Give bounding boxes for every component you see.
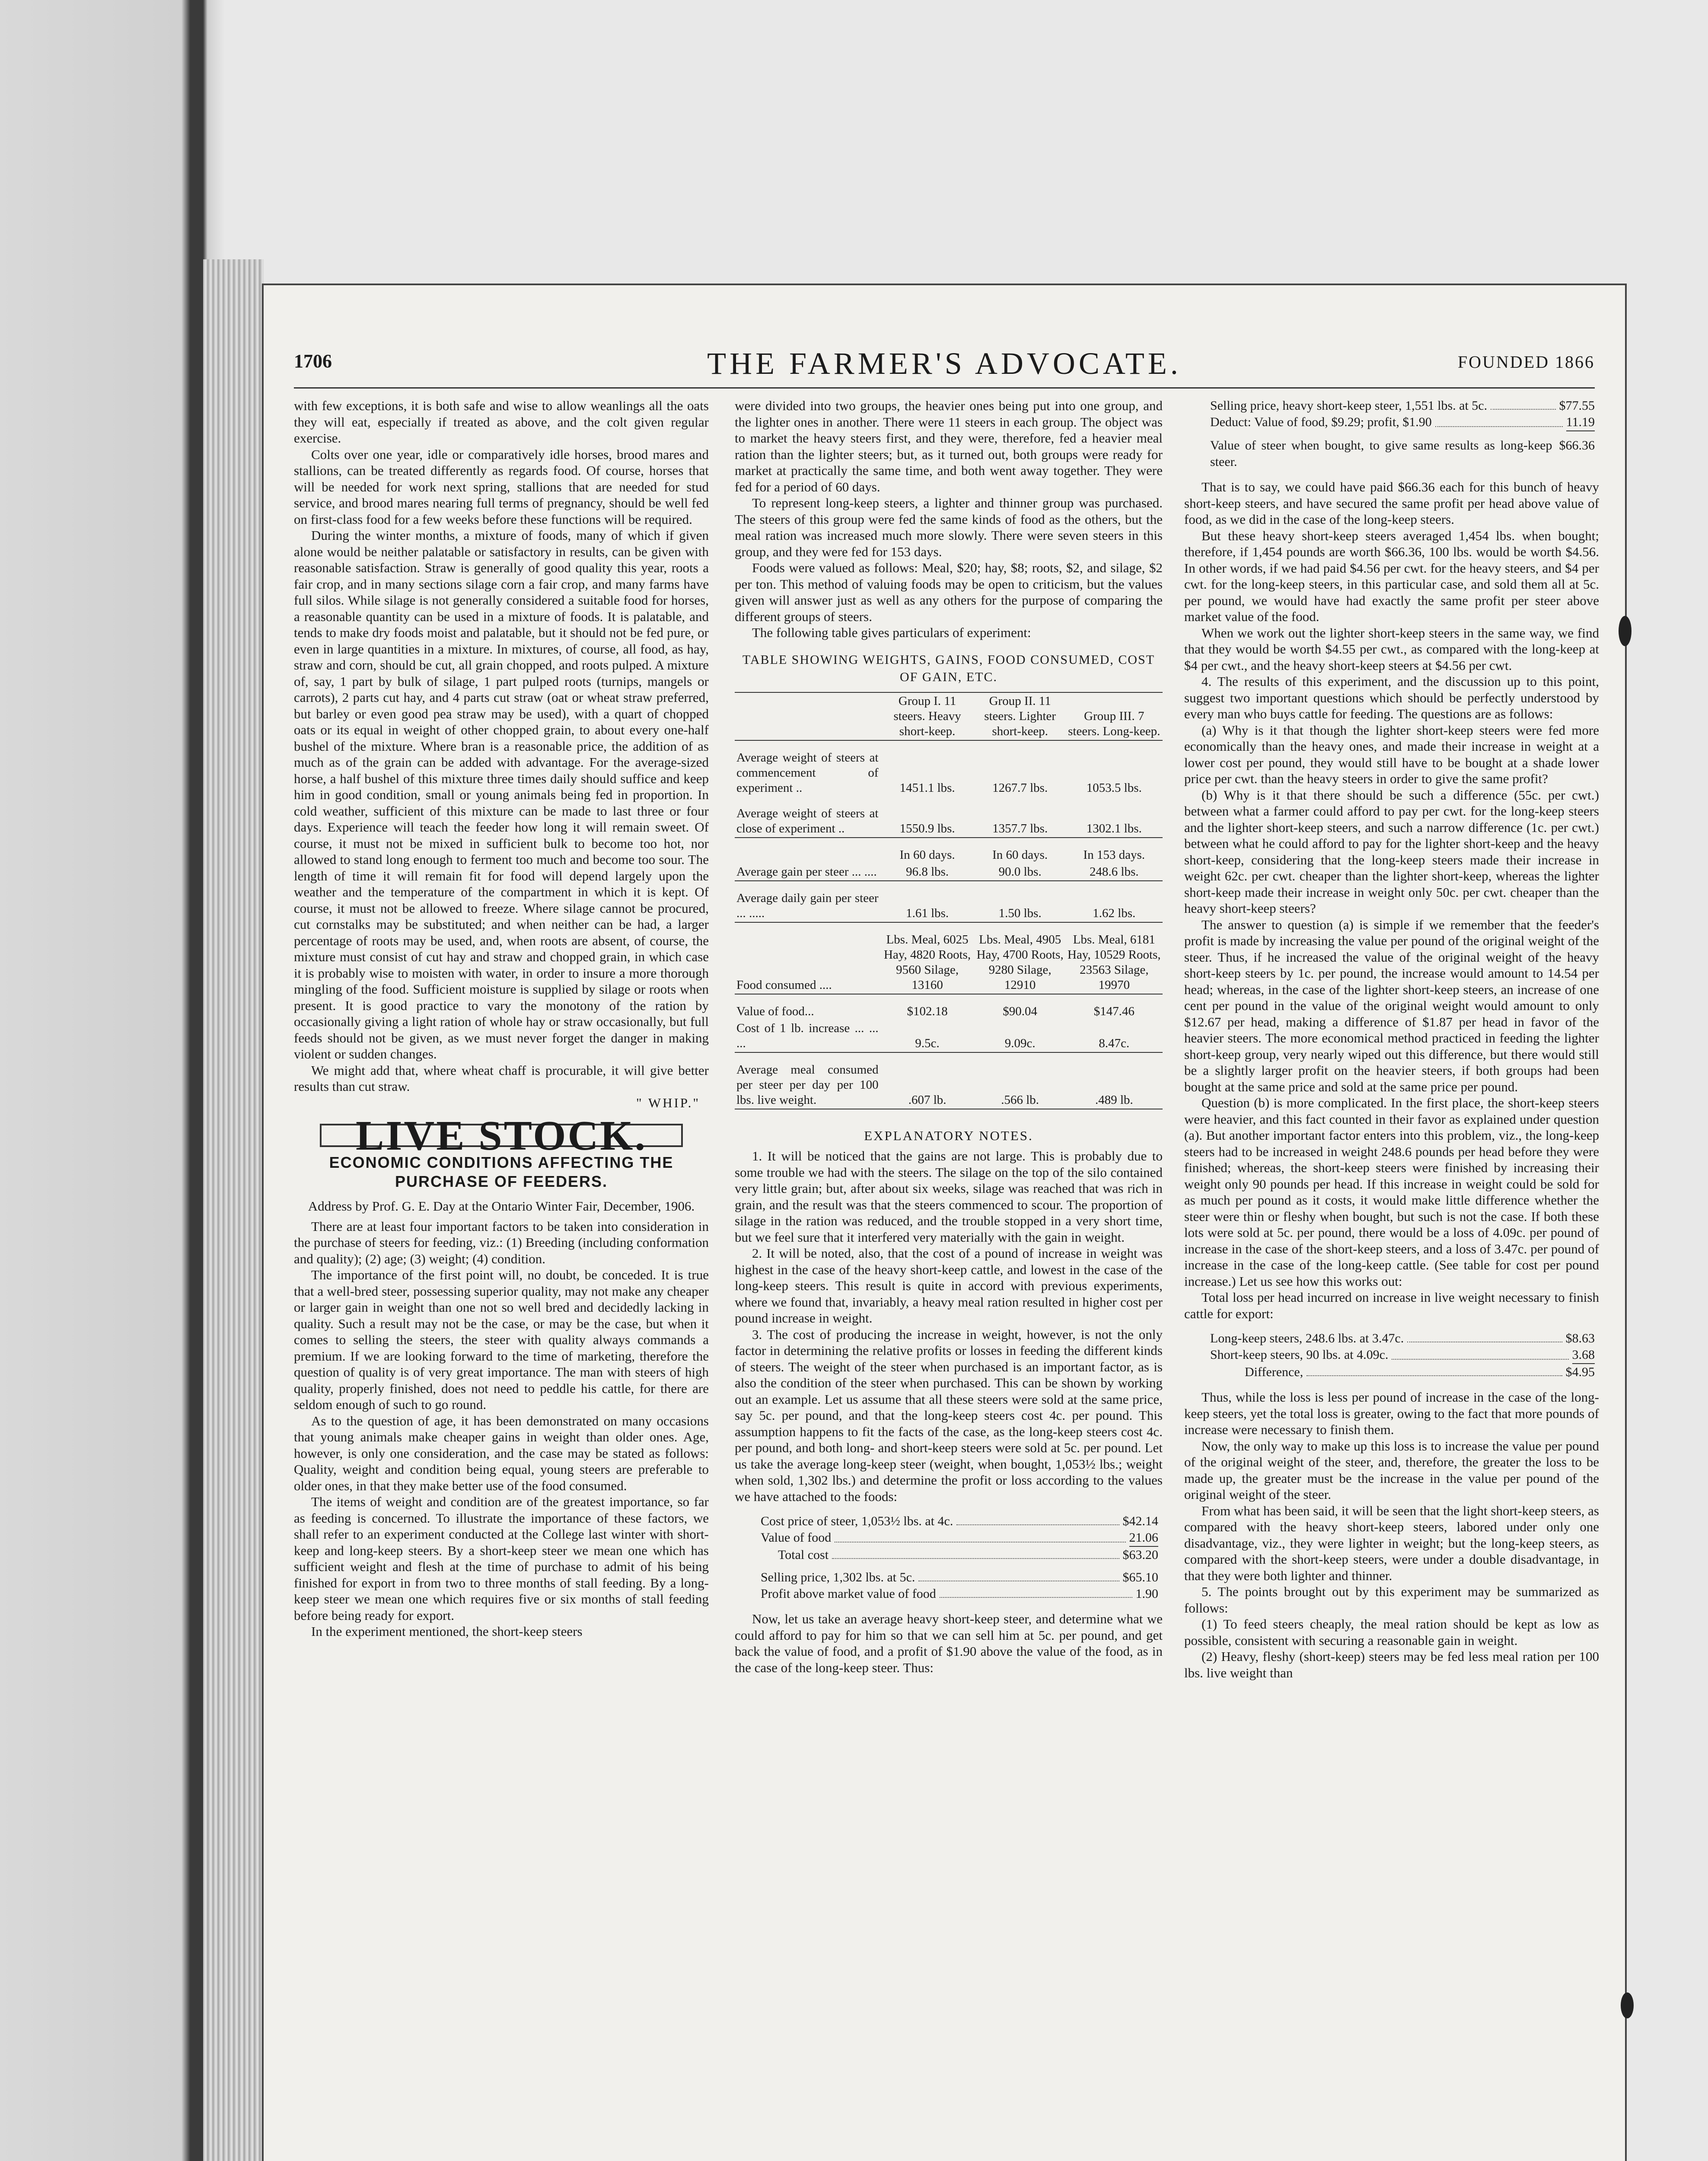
calc-label: Selling price, 1,302 lbs. at 5c. <box>761 1570 915 1584</box>
calc-label: Deduct: Value of food, $9.29; profit, $1.90 <box>1210 415 1432 429</box>
row-label: Value of food... <box>735 994 880 1020</box>
paragraph: The answer to question (a) is simple if we remember that the feeder's profit is made by increasing the value per pound of the original weight of the steer. Thus, if he increased the value of the original weight of the heavy short-keep steers by 1c. per pound, the increase would amount to 14.54 per head; whereas, in the case of the lighter short-keep steers, an increase of one cent per pound in the value of the original weight would amount to only $12.67 per head, making a difference of $1.87 per head in favor of the heavier steers. The more economical method practiced in feeding the lighter short-keep group, very nearly wiped out this difference, but there would still be a slightly larger profit on the heavier steers, if both groups had been bought at the same price and sold at the same price per pound. <box>1184 917 1599 1094</box>
paragraph: Foods were valued as follows: Meal, $20; hay, $8; roots, $2, and silage, $2 per ton. This method of valuing foods may be open to criticism, but the values given will answer just as well as any others for the purpose of comparing the different groups of steers. <box>735 560 1163 624</box>
table-cell: 1.61 lbs. <box>880 881 975 922</box>
paragraph: were divided into two groups, the heavier ones being put into one group, and the lighter ones in another. There were 11 steers in each group. The object was to market the heavy steers first, and they were, therefore, fed a heavier meal ration than the lighter steers; but, as it turned out, both groups were ready for market at practically the same time, and both went away together. They were fed for a period of 60 days. <box>735 398 1163 494</box>
row-label: Cost of 1 lb. increase ... ... ... <box>736 1021 879 1050</box>
article-byline: Address by Prof. G. E. Day at the Ontario Winter Fair, December, 1906. <box>308 1198 695 1214</box>
calc-value: 21.06 <box>1129 1530 1159 1547</box>
table-cell: 9.5c. <box>915 1036 940 1050</box>
founded-label: FOUNDED 1866 <box>1457 352 1595 372</box>
paragraph: Question (b) is more complicated. In the first place, the short-keep steers were heavier, and this fact counted in their favor as explained under question (a). But another important factor enters into this problem, viz., the long-keep steers had to be increased in weight 248.6 pounds per head before they were finished; whereas, the short-keep steers were finished by increasing their weight only 90 pounds per head. If this increase in weight could be sold for as much per pound as it costs, it would make little difference whether the steer were thin or fleshy when bought, but such is not the case. If both these lots were sold at 5c. per pound, there would be a loss of 4.09c. per pound of increase in the case of the short-keep steers, and a loss of 3.47c. per pound of increase in the case of the long-keep cattle. (See table for cost per pound increase.) Let us see how this works out: <box>1184 1095 1599 1289</box>
paragraph: Colts over one year, idle or comparatively idle horses, brood mares and stallions, can be treated differently as regards food. Of course, horses that will be needed for work next spring, stallions that are needed for stud service, and brood mares nearing full terms of pregnancy, should be well fed on first-class food for a few weeks before these functions will be required. <box>294 446 709 527</box>
table-row <box>735 881 1163 922</box>
loss-calculation <box>1210 1330 1595 1380</box>
group-3-header: Group III. 7 steers. Long-keep. <box>1066 692 1163 740</box>
paragraph: Total loss per head incurred on increase in live weight necessary to finish cattle for export: <box>1184 1290 1599 1321</box>
paragraph: (a) Why is it that though the lighter short-keep steers were fed more economically than the heavy ones, and made their increase in weight at a lower cost per pound, they would still have to be bought at a shade lower price per cwt. than the heavy steers in order to give the same profit? <box>1184 722 1599 786</box>
paragraph: 5. The points brought out by this experiment may be summarized as follows: <box>1184 1584 1599 1616</box>
group-1-header: Group I. 11 steers. Heavy short-keep. <box>880 692 975 740</box>
paragraph: Now, let us take an average heavy short-keep steer, and determine what we could afford to pay for him so that we can sell him at 5c. per pound, and get back the value of food, and a profit of $1.90 above the value of the food, as in the case of the long-keep steer. Thus: <box>735 1611 1163 1675</box>
article-title: ECONOMIC CONDITIONS AFFECTING THE PURCHASE OF FEEDERS. <box>329 1153 674 1190</box>
newspaper-page <box>264 285 1625 2161</box>
section-heading: LIVE STOCK. <box>320 1124 683 1147</box>
column-1 <box>294 398 709 1640</box>
calc-value: 11.19 <box>1566 414 1595 431</box>
table-cell: 1302.1 lbs. <box>1086 821 1142 835</box>
paragraph: But these heavy short-keep steers averaged 1,454 lbs. when bought; therefore, if 1,454 pounds are worth $66.36, 100 lbs. would be worth $4.56. In other words, if we had paid $4.56 per cwt. for the heavy steers, and $4 per cwt. for the long-keep steers, in this particular case, and sold them all at 5c. per pound, we would have had exactly the same profit per steer above market value of the food. <box>1184 528 1599 624</box>
row-label: Average weight of steers at commencement of experiment .. <box>735 740 880 797</box>
column-2 <box>735 398 1163 1676</box>
calc-value: $42.14 <box>1122 1514 1158 1528</box>
steer-value-calculation <box>1210 398 1595 470</box>
table-cell: 96.8 lbs. <box>906 864 949 879</box>
calc-value: $66.36 <box>1559 438 1595 453</box>
ink-blot <box>1621 1992 1634 2018</box>
table-row <box>735 838 1163 864</box>
row-label: Average meal consumed per steer per day per 100 lbs. live weight. <box>735 1052 880 1109</box>
table-row <box>735 864 1163 881</box>
row-label: Average daily gain per steer ... ..... <box>735 881 880 922</box>
calc-label: Selling price, heavy short-keep steer, 1,551 lbs. at 5c. <box>1210 398 1488 413</box>
table-end-rule <box>735 1109 1163 1111</box>
experiment-table <box>735 692 1163 1111</box>
paragraph: During the winter months, a mixture of foods, many of which if given alone would be neither palatable or satisfactory in results, can be given with reasonable satisfaction. Straw is generally of good quality this year, roots a fair crop, and in many sections silage corn a fair crop, and many farms have full silos. While silage is not generally considered a suitable food for horses, a reasonable quantity can be used in a mixture of foods. It is palatable, and tends to make dry foods moist and palatable, but it should not be fed pure, or even in large quantities in a mixture. In mixtures, of course, all food, as hay, straw and corn, should be cut, all grain chopped, and roots pulped. A mixture of, say, 1 part by bulk of silage, 1 part pulped roots (turnips, mangels or carrots), 2 parts cut hay, and 4 parts cut straw (oat or wheat straw preferred, but barley or even good pea straw may be used), with a quart of chopped oats or its equal in weight of other chopped grain, to about every one-half bushel of the mixture. Where bran is a reasonable price, the addition of as much as of the grain can be added with advantage. For the average-sized horse, a half bushel of this mixture three times daily should suffice and keep him in good condition, small or young animals being fed in proportion. In cold weather, sufficient of this mixture can be made to last three or four days. Experience will teach the feeder how long it will remain sweet. Of course, it must not be mixed in sufficient bulk to become too hot, nor allowed to stand long enough to ferment too much and become too sour. The length of time it will remain fit for food will depend largely upon the weather and the temperature of the compartment in which it is kept. Of course, it must not be allowed to freeze. Where silage cannot be procured, cut cornstalks may be substituted; and when neither can be had, a larger percentage of roots may be used, and, when roots are absent, of course, the mixture must consist of cut hay and straw and chopped grain, in which case it is probably wise to moisten with water, in order to insure a more thorough mingling of the food. Sufficient moisture is supplied by silage or roots when present. It is good practice to vary the monotony of the ration by occasionally giving a light ration of whole hay or straw occasionally, but full feeds should not be given, as we must never forget the danger in making violent or sudden changes. <box>294 528 709 1061</box>
table-cell: 248.6 lbs. <box>1090 864 1139 879</box>
calc-value: $8.63 <box>1565 1331 1595 1345</box>
paragraph: Now, the only way to make up this loss is to increase the value per pound of the original weight of the steer, and, therefore, the greater the loss to be made up, the greater must be the increase in the value per pound of the original weight of the steer. <box>1184 1438 1599 1502</box>
calc-value: $4.95 <box>1565 1365 1595 1379</box>
table-cell: $147.46 <box>1066 994 1163 1020</box>
table-cell: Lbs. Meal, 6025 Hay, 4820 Roots, 9560 Silage, 13160 <box>880 922 975 994</box>
paragraph: There are at least four important factors to be taken into consideration in the purchase of steers for feeding, viz.: (1) Breeding (including conformation and quality); (2) age; (3) weight; (4) condition. <box>294 1218 709 1266</box>
table-cell: In 60 days. <box>880 838 975 864</box>
table-cell: .489 lb. <box>1066 1052 1163 1109</box>
paragraph: The importance of the first point will, no doubt, be conceded. It is true that a well-bred steer, possessing superior quality, may not make any cheaper or larger gain in weight than one not so well bred and decidedly lacking in quality. Such a result may not be the case, or may be the case, but when it comes to selling the steers, the steer with quality always commands a premium. If we are looking forward to the time of marketing, therefore the question of quality is of very great importance. The man with steers of high quality, properly finished, does not need to peddle his cattle, for there are seldom enough of such to go round. <box>294 1267 709 1412</box>
paragraph: As to the question of age, it has been demonstrated on many occasions that young animals make cheaper gains in weight than older ones. Age, however, is only one consideration, and the case may be stated as follows: Quality, weight and condition being equal, young steers are preferable to older ones, in that they make better use of the food consumed. <box>294 1413 709 1493</box>
table-caption: TABLE SHOWING WEIGHTS, GAINS, FOOD CONSUMED, COST OF GAIN, ETC. <box>742 652 1155 684</box>
table-cell: 1.62 lbs. <box>1066 881 1163 922</box>
masthead-title: THE FARMER'S ADVOCATE. <box>707 346 1182 381</box>
table-cell: .607 lb. <box>880 1052 975 1109</box>
column-3 <box>1184 398 1599 1681</box>
table-row <box>735 797 1163 838</box>
calc-value: $65.10 <box>1122 1570 1158 1584</box>
row-label: Average gain per steer ... .... <box>736 864 877 879</box>
cost-calculation <box>761 1513 1158 1602</box>
calc-label: Total cost <box>778 1548 829 1562</box>
paragraph: From what has been said, it will be seen that the light short-keep steers, as compared with the heavy short-keep steers, labored under only one disadvantage, viz., they were lighter in weight; but the long-keep steers, as compared with the short-keep steers, were under a double disadvantage, in that they were both lighter and thinner. <box>1184 1503 1599 1583</box>
paragraph: The items of weight and condition are of the greatest importance, so far as feeding is concerned. To illustrate the importance of these factors, we shall refer to an experiment conducted at the College last winter with short-keep and long-keep steers. By a short-keep steer we mean one which has sufficient weight and flesh at the time of purchase to admit of his being finished for export in from two to three months of stall feeding. By a long-keep steer we mean one which requires five or six months of stall feeding before being ready for export. <box>294 1494 709 1623</box>
group-2-header: Group II. 11 steers. Lighter short-keep. <box>975 692 1066 740</box>
calc-value: $63.20 <box>1122 1548 1158 1562</box>
table-row <box>735 922 1163 994</box>
book-spine <box>203 259 264 2161</box>
page-number: 1706 <box>294 351 332 372</box>
notes-heading: EXPLANATORY NOTES. <box>864 1128 1033 1143</box>
table-cell: 1357.7 lbs. <box>992 821 1048 835</box>
paragraph: To represent long-keep steers, a lighter and thinner group was purchased. The steers of this group were fed the same kinds of food as the others, but the meal ration was increased much more slowly. There were seven steers in this group, and they were fed for 153 days. <box>735 495 1163 559</box>
calc-value: 1.90 <box>1135 1587 1158 1601</box>
calc-label: Long-keep steers, 248.6 lbs. at 3.47c. <box>1210 1331 1404 1345</box>
table-cell: 1.50 lbs. <box>975 881 1066 922</box>
table-cell: Lbs. Meal, 4905 Hay, 4700 Roots, 9280 Silage, 12910 <box>975 922 1066 994</box>
table-row <box>735 994 1163 1020</box>
paragraph: The following table gives particulars of experiment: <box>752 625 1031 640</box>
calc-label: Value of food <box>761 1530 832 1545</box>
table-row <box>735 740 1163 797</box>
table-cell: .566 lb. <box>975 1052 1066 1109</box>
page-header <box>294 346 1595 385</box>
calc-label: Short-keep steers, 90 lbs. at 4.09c. <box>1210 1348 1389 1362</box>
table-header-row <box>735 692 1163 740</box>
table-cell: 1550.9 lbs. <box>899 821 955 835</box>
table-row <box>735 1020 1163 1052</box>
table-row <box>735 1052 1163 1109</box>
paragraph: 3. The cost of producing the increase in weight, however, is not the only factor in determining the relative profits or losses in feeding the different kinds of steers. The weight of the steer when purchased is an important factor, as is also the condition of the steer when purchased. This can be shown by working out an example. Let us assume that all these steers were sold at the same price, say 5c. per pound, and that the long-keep steers cost 4c. per pound. This assumption happens to fit the facts of the case, as the long-keep steers cost 4c. per pound, and both long- and short-keep steers were sold at 5c. per pound. Let us take the average long-keep steer (weight, when bought, 1,053½ lbs.; weight when sold, 1,302 lbs.) and determine the profit or loss according to the values we have attached to the foods: <box>735 1326 1163 1504</box>
table-cell: Lbs. Meal, 6181 Hay, 10529 Roots, 23563 Silage, 19970 <box>1066 922 1163 994</box>
calc-label: Difference, <box>1245 1365 1303 1379</box>
row-label: Food consumed .... <box>735 922 880 994</box>
paragraph: We might add that, where wheat chaff is procurable, it will give better results than cut straw. <box>294 1062 709 1094</box>
calc-label: Cost price of steer, 1,053½ lbs. at 4c. <box>761 1514 953 1528</box>
ink-blot <box>1619 616 1632 646</box>
table-cell: 1451.1 lbs. <box>880 740 975 797</box>
calc-value: $77.55 <box>1559 398 1595 413</box>
author-signature: " WHIP." <box>636 1095 700 1110</box>
table-cell: $102.18 <box>880 994 975 1020</box>
table-cell: 90.0 lbs. <box>998 864 1042 879</box>
paragraph: (b) Why is it that there should be such a difference (55c. per cwt.) between what a farmer could afford to pay per cwt. for the long-keep steers and the lighter short-keep steers, and such a narrow difference (1c. per cwt.) between what he could afford to pay for the lighter short-keep and the heavy short-keep, considering that the long-keep steers made their increase in weight 62c. per cwt. cheaper than the lighter short-keep, whereas the lighter short-keep made their increase in weight only 50c. per cwt. cheaper than the heavy short-keep steers? <box>1184 787 1599 916</box>
paragraph: 1. It will be noticed that the gains are not large. This is probably due to some trouble we had with the steers. The silage on the top of the silo contained very little grain; but, after about six weeks, silage was reached that was rich in grain, and the result was that the steers commenced to scour. The proportion of silage in the ration was reduced, and the trouble stopped in a very short time, but we feel sure that it interfered very materially with the gain in weight. <box>735 1148 1163 1245</box>
table-cell: 1053.5 lbs. <box>1066 740 1163 797</box>
header-rule <box>294 387 1595 389</box>
paragraph: (2) Heavy, fleshy (short-keep) steers may be fed less meal ration per 100 lbs. live weight than <box>1184 1649 1599 1680</box>
calc-value: 3.68 <box>1572 1347 1595 1364</box>
calc-label: Profit above market value of food <box>761 1587 936 1601</box>
paragraph: When we work out the lighter short-keep steers in the same way, we find that they would be worth $4.55 per cwt., as compared with the long-keep at $4 per cwt., and the heavy short-keep steers at $4.56 per cwt. <box>1184 625 1599 673</box>
table-cell: 1267.7 lbs. <box>975 740 1066 797</box>
table-cell: 8.47c. <box>1099 1036 1130 1050</box>
paragraph: with few exceptions, it is both safe and wise to allow weanlings all the oats they will eat, especially if treated as above, and the colt given regular exercise. <box>294 398 709 446</box>
table-cell: In 153 days. <box>1066 838 1163 864</box>
paragraph: 4. The results of this experiment, and the discussion up to this point, suggest two important questions which should be perfectly understood by every man who buys cattle for feeding. The questions are as follows: <box>1184 674 1599 721</box>
paragraph: Thus, while the loss is less per pound of increase in the case of the long-keep steers, yet the total loss is greater, owing to the fact that more pounds of increase were necessary to finish them. <box>1184 1390 1599 1437</box>
paragraph: 2. It will be noted, also, that the cost of a pound of increase in weight was highest in the case of the heavy short-keep cattle, and lowest in the case of the long-keep steers. This result is quite in accord with previous experiments, where we found that, invariably, a heavy meal ration resulted in higher cost per pound increase in weight. <box>735 1246 1163 1326</box>
row-label: Average weight of steers at close of experiment .. <box>736 806 879 835</box>
table-cell: In 60 days. <box>975 838 1066 864</box>
paragraph: (1) To feed steers cheaply, the meal ration should be kept as low as possible, consistent with securing a reasonable gain in weight. <box>1184 1616 1599 1648</box>
table-cell: $90.04 <box>975 994 1066 1020</box>
paragraph: In the experiment mentioned, the short-keep steers <box>311 1624 583 1639</box>
calc-label: Value of steer when bought, to give same results as long-keep steer. <box>1210 438 1552 469</box>
table-cell: 9.09c. <box>1004 1036 1036 1050</box>
paragraph: That is to say, we could have paid $66.36 each for this bunch of heavy short-keep steers, and have secured the same profit per head above value of food, as we did in the case of the long-keep steers. <box>1184 479 1599 527</box>
